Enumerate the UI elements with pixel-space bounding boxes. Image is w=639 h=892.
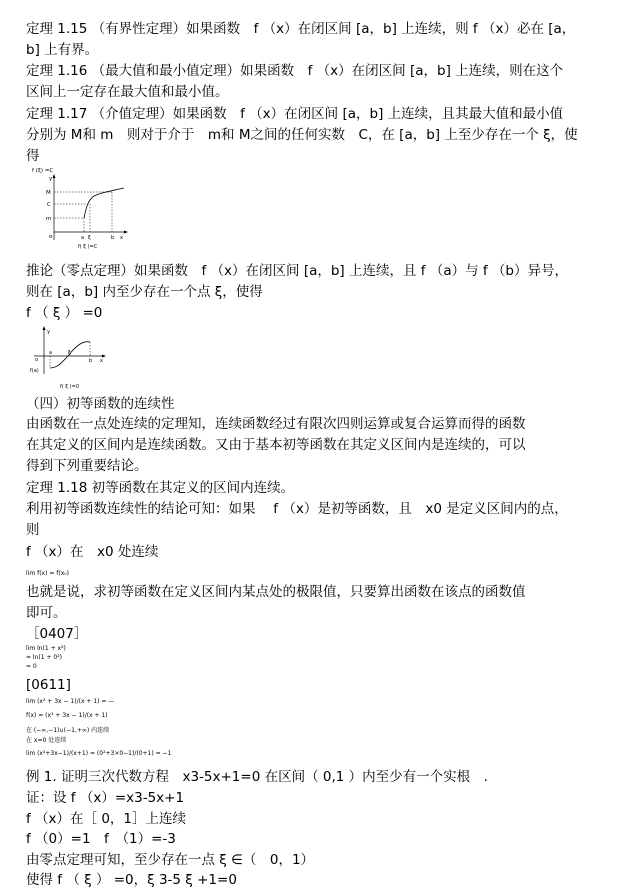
fig2-b-label: b [89, 358, 93, 364]
e0611-formula-5: lim (x²+3x−1)/(x+1) = (0²+3×0−1)/(0+1) = −1 [26, 750, 172, 757]
theorem-1-18: 定理 1.18 初等函数在其定义的区间内连续。 [26, 480, 295, 496]
fig2-y-arrow [43, 326, 46, 330]
theorem-1-16-line1: 定理 1.16 （最大值和最小值定理）如果函数 f （x）在闭区间 [a，b] 上连续，则在这个 [26, 63, 564, 79]
example-1-proof-line3: f （0）=1 f （1）=-3 [26, 831, 176, 847]
fig2-x-label: x [100, 358, 103, 364]
fig1-x-arrow [124, 231, 128, 234]
para-line4: 利用初等函数连续性的结论可知：如果 f （x）是初等函数，且 x0 是定义区间内的点， [26, 501, 568, 517]
fig2-y-label: y [47, 329, 51, 335]
section-4-heading: （四）初等函数的连续性 [26, 396, 175, 412]
fig1-top-label: f (ξ) =C [32, 168, 54, 174]
fig2-xi-label: ξ [68, 350, 71, 356]
fig2-origin-label: o [35, 357, 39, 363]
example-0407-label: ［0407］ [26, 626, 88, 642]
example-1-proof-line4: 由零点定理可知，至少存在一点 ξ ∈（ 0，1） [26, 852, 315, 868]
fig2-caption: f( ξ )=0 [60, 384, 79, 390]
theorem-1-17-line3: 得 [26, 148, 40, 164]
example-1-statement: 例 1. 证明三次代数方程 x3-5x+1=0 在区间（ 0,1 ）内至少有一个实根 . [26, 769, 488, 785]
example-0611-label: [0611] [26, 677, 71, 693]
fig1-origin-label: o [49, 234, 53, 240]
example-1-proof-line5: 使得 f （ ξ ） =0，ξ 3-5 ξ +1=0 [26, 872, 237, 888]
fig1-y-arrow [53, 174, 56, 178]
theorem-1-16-line2: 区间上一定存在最大值和最小值。 [26, 84, 229, 100]
e0407-formula-1: lim ln(1 + x²) [26, 645, 66, 652]
para-line8: 即可。 [26, 605, 67, 621]
e0407-formula-3: = 0 [26, 663, 37, 670]
e0611-formula-3: 在 (−∞,−1)∪(−1,+∞) 内连续 [26, 727, 110, 734]
fig1-x-label: x [120, 235, 123, 241]
zero-theorem-line1: 推论（零点定理）如果函数 f （x）在闭区间 [a，b] 上连续，且 f （a）与 f （b）异号， [26, 263, 569, 279]
para-line5: 则 [26, 522, 40, 538]
fig1-M-label: M [46, 190, 51, 196]
example-1-proof-line1: 证：设 f （x）=x3-5x+1 [26, 790, 185, 806]
e0407-formula-2: = ln(1 + 0²) [26, 654, 62, 661]
fig1-C-label: C [47, 202, 51, 208]
example-1-proof-line2: f （x）在［ 0，1］上连续 [26, 811, 187, 827]
para-line1: 由函数在一点处连续的定理知，连续函数经过有限次四则运算或复合运算而得的函数 [26, 416, 526, 432]
e0611-formula-4: 在 x=0 处连续 [26, 737, 67, 744]
e0611-formula-2: f(x) = (x² + 3x − 1)/(x + 1) [26, 712, 108, 719]
para-line7: 也就是说，求初等函数在定义区间内某点处的极限值，只要算出函数在该点的函数值 [26, 584, 526, 600]
theorem-1-17-line2: 分别为 M和 m 则对于介于 m和 M之间的任何实数 C，在 [a，b] 上至少存在一个 ξ，使 [26, 127, 578, 143]
fig1-y-label: y [49, 176, 53, 182]
e0611-formula-1: lim (x² + 3x − 1)/(x + 1) = — [26, 698, 115, 705]
fig2-fa-label: f(a) [30, 368, 39, 374]
para-line2: 在其定义的区间内是连续函数。又由于基本初等函数在其定义区间内是连续的，可以 [26, 437, 526, 453]
zero-theorem-line2: 则在 [a，b] 内至少存在一个点 ξ，使得 [26, 284, 263, 300]
para-line6: f （x）在 x0 处连续 [26, 544, 159, 560]
fig1-caption: f( ξ )=C [78, 244, 98, 250]
intermediate-value-figure [32, 166, 132, 250]
zero-theorem-line3: f （ ξ ） =0 [26, 305, 103, 321]
fig2-a-label: a [49, 350, 53, 356]
theorem-1-17-line1: 定理 1.17 （介值定理）如果函数 f （x）在闭区间 [a，b] 上连续，且其最大值和最小值 [26, 106, 564, 122]
limit-continuity-formula: lim f(x) = f(x₀) [26, 570, 70, 577]
theorem-1-15-line2: b] 上有界。 [26, 42, 99, 58]
fig1-b-label: b [111, 235, 115, 241]
fig1-a-label: a [81, 235, 85, 241]
fig1-m-label: m [46, 216, 52, 222]
para-line3: 得到下列重要结论。 [26, 458, 148, 474]
theorem-1-15-line1: 定理 1.15 （有界性定理）如果函数 f （x）在闭区间 [a，b] 上连续，则 f （x）必在 [a， [26, 21, 576, 37]
zero-point-figure [30, 324, 110, 390]
fig1-xi-label: ξ [88, 235, 91, 241]
